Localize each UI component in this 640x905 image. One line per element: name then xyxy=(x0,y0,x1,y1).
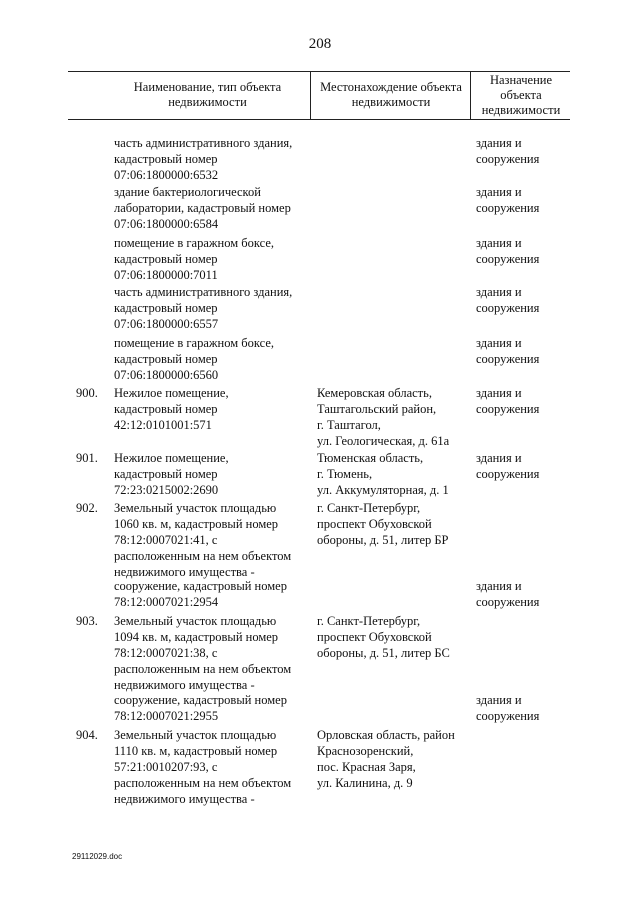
row-location: Орловская область, район Краснозоренский, пос. Красная Заря, ул. Калинина, д. 9 xyxy=(317,728,455,790)
row-purpose: здания и сооружения xyxy=(476,386,540,416)
row-purpose: здания и сооружения xyxy=(476,336,540,366)
row-name: Нежилое помещение, кадастровый номер 72:23:0215002:2690 xyxy=(114,451,229,497)
row-name: сооружение, кадастровый номер 78:12:0007021:2954 xyxy=(114,579,287,609)
row-number: 901. xyxy=(76,451,98,465)
row-location: Кемеровская область, Таштагольский район, г. Таштагол, ул. Геологическая, д. 61а xyxy=(317,386,450,448)
header-name-type: Наименование, тип объекта недвижимости xyxy=(133,80,282,109)
row-purpose: здания и сооружения xyxy=(476,236,540,266)
row-name: помещение в гаражном боксе, кадастровый номер 07:06:1800000:6560 xyxy=(114,336,275,382)
row-purpose: здания и сооружения xyxy=(476,136,540,166)
row-number: 902. xyxy=(76,501,98,515)
row-name: Земельный участок площадью 1094 кв. м, кадастровый номер 78:12:0007021:38, с расположенным на нем объектом недвижимого имущества - xyxy=(114,614,292,692)
header-purpose: Назначение объекта недвижимости xyxy=(481,73,561,117)
row-location: г. Санкт-Петербург, проспект Обуховской обороны, д. 51, литер БР xyxy=(317,501,449,547)
header-divider-2 xyxy=(470,71,471,119)
row-location: Тюменская область, г. Тюмень, ул. Аккумуляторная, д. 1 xyxy=(317,451,449,497)
row-name: сооружение, кадастровый номер 78:12:0007021:2955 xyxy=(114,693,287,723)
row-number: 903. xyxy=(76,614,98,628)
row-name: Земельный участок площадью 1110 кв. м, кадастровый номер 57:21:0010207:93, с расположенным на нем объектом недвижимого имущества - xyxy=(114,728,292,806)
header-top-rule xyxy=(68,71,570,72)
row-name: здание бактериологической лаборатории, кадастровый номер 07:06:1800000:6584 xyxy=(114,185,291,231)
row-name: часть административного здания, кадастровый номер 07:06:1800000:6557 xyxy=(114,285,293,331)
header-bottom-rule xyxy=(68,119,570,120)
header-location: Местонахождение объекта недвижимости xyxy=(320,80,462,109)
row-purpose: здания и сооружения xyxy=(476,285,540,315)
page-number: 208 xyxy=(308,36,332,52)
row-purpose: здания и сооружения xyxy=(476,693,540,723)
footer-filename: 29112029.doc xyxy=(72,852,123,861)
row-number: 900. xyxy=(76,386,98,400)
row-purpose: здания и сооружения xyxy=(476,579,540,609)
row-purpose: здания и сооружения xyxy=(476,185,540,215)
row-number: 904. xyxy=(76,728,98,742)
row-name: помещение в гаражном боксе, кадастровый номер 07:06:1800000:7011 xyxy=(114,236,275,282)
header-divider-1 xyxy=(310,71,311,119)
row-purpose: здания и сооружения xyxy=(476,451,540,481)
row-name: часть административного здания, кадастровый номер 07:06:1800000:6532 xyxy=(114,136,293,182)
row-location: г. Санкт-Петербург, проспект Обуховской обороны, д. 51, литер БС xyxy=(317,614,450,660)
row-name: Нежилое помещение, кадастровый номер 42:12:0101001:571 xyxy=(114,386,229,432)
row-name: Земельный участок площадью 1060 кв. м, кадастровый номер 78:12:0007021:41, с расположенным на нем объектом недвижимого имущества - xyxy=(114,501,292,579)
